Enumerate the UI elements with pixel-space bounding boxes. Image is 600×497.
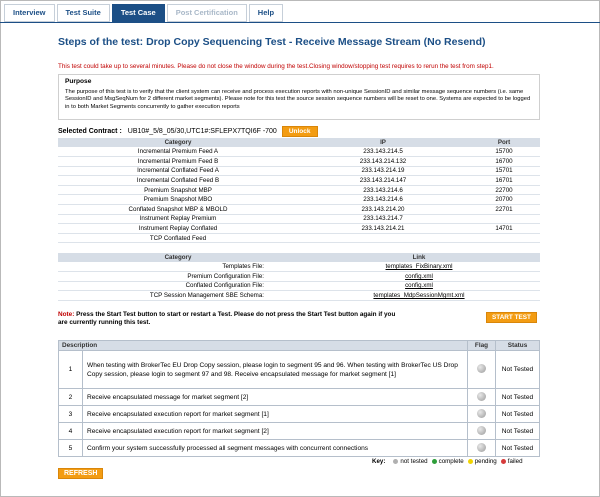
feed-category: Incremental Premium Feed A [58,147,298,157]
feed-port: 15700 [468,147,540,157]
step-number: 5 [59,440,83,457]
step-description: Receive encapsulated message for market segment [2] [83,389,468,406]
feed-row [58,185,540,195]
step-status: Not Tested [496,389,540,406]
feed-category: Conflated Snapshot MBP & MBOLD [58,205,298,215]
not-tested-dot-icon [393,459,398,464]
link-category: Templates File: [58,262,298,272]
feed-category: Instrument Replay Conflated [58,224,298,234]
flag-dot-icon [477,409,486,418]
feed-row [58,166,540,176]
feed-category: TCP Conflated Feed [58,233,298,243]
links-table [58,253,540,301]
feed-category: Incremental Conflated Feed A [58,166,298,176]
feed-category: Premium Snapshot MBP [58,185,298,195]
unlock-button[interactable]: Unlock [282,126,318,137]
feed-row [58,205,540,215]
link-category: Conflated Configuration File: [58,281,298,291]
feed-ip: 233.143.214.6 [298,185,468,195]
feed-ip: 233.143.214.21 [298,224,468,234]
key-failed: failed [507,458,523,465]
tab-post-certification: Post Certification [167,4,247,22]
step-number: 3 [59,406,83,423]
flag-dot-icon [477,443,486,452]
feed-category: Incremental Conflated Feed B [58,176,298,186]
step-number: 4 [59,423,83,440]
step-status: Not Tested [496,406,540,423]
feeds-table [58,138,540,243]
links-header-link: Link [298,253,540,262]
purpose-panel [58,74,540,120]
note-label: Note: [58,311,75,318]
step-row [59,351,540,389]
feed-ip: 233.143.214.19 [298,166,468,176]
step-status: Not Tested [496,423,540,440]
feed-port: 16701 [468,176,540,186]
tab-interview[interactable]: Interview [4,4,55,22]
purpose-text: The purpose of this test is to verify that the client system can receive and process execution reports with non-unique SessionID and similar message sequence numbers (i.e. same SessionID and MsgSeqNum for 2 different market segments). Please note for this test the source session sequence numbers will be reset to one. Systems are expected to be logged in to both Market Segments concurrently to gather execution reports [65,89,531,110]
note-text: Press the Start Test button to start or restart a Test. Please do not press the Start Test button again if you are currently running this test. [58,311,396,326]
feeds-header-ip: IP [298,138,468,147]
tab-underline [0,22,600,23]
tab-help[interactable]: Help [249,4,283,22]
feed-port: 22701 [468,205,540,215]
feeds-header-category: Category [58,138,298,147]
key-label: Key: [372,458,386,465]
start-test-note [58,311,398,327]
feed-ip: 233.143.214.20 [298,205,468,215]
link-category: Premium Configuration File: [58,272,298,282]
feed-port: 22700 [468,185,540,195]
links-header-category: Category [58,253,298,262]
refresh-button[interactable]: REFRESH [58,468,103,479]
link-row [58,262,540,272]
feeds-header-port: Port [468,138,540,147]
feed-row [58,157,540,167]
step-row [59,389,540,406]
feed-ip: 233.143.214.6 [298,195,468,205]
selected-contract [58,126,318,137]
feed-port: 15701 [468,166,540,176]
feed-category: Incremental Premium Feed B [58,157,298,167]
link-row [58,281,540,291]
key-not-tested: not tested [400,458,428,465]
flag-dot-icon [477,392,486,401]
step-status: Not Tested [496,351,540,389]
step-row [59,406,540,423]
feed-category: Instrument Replay Premium [58,214,298,224]
failed-dot-icon [501,459,506,464]
contract-label: Selected Contract : [58,128,122,135]
start-test-button[interactable]: START TEST [486,312,537,323]
feed-row [58,214,540,224]
step-description: When testing with BrokerTec EU Drop Copy session, please login to segment 95 and 96. When testing with BrokerTec US Drop Copy session, please login to segment 97 and 98. Receive encapsulated message for market segment [1] [83,351,468,389]
step-description: Receive encapsulated execution report for market segment [2] [83,423,468,440]
flag-dot-icon [477,364,486,373]
link-row [58,272,540,282]
step-row [59,423,540,440]
steps-header-status: Status [496,341,540,351]
feed-ip [298,233,468,243]
warning-message: This test could take up to several minutes. Please do not close the window during the test.Closing window/stopping test requires to rerun the test from step1. [58,63,494,70]
tab-test-case[interactable]: Test Case [112,4,165,22]
feed-port [468,214,540,224]
step-row [59,440,540,457]
feed-port [468,233,540,243]
step-description: Confirm your system successfully processed all segment messages with concurrent connections [83,440,468,457]
steps-table [58,340,540,457]
feed-row [58,224,540,234]
link-category: TCP Session Management SBE Schema: [58,291,298,301]
feed-port: 20700 [468,195,540,205]
feed-row [58,233,540,243]
step-description: Receive encapsulated execution report for market segment [1] [83,406,468,423]
key-pending: pending [474,458,497,465]
flag-dot-icon [477,426,486,435]
step-status: Not Tested [496,440,540,457]
file-link[interactable]: config.xml [405,282,433,290]
key-complete: complete [438,458,464,465]
feed-category: Premium Snapshot MBO [58,195,298,205]
file-link[interactable]: templates_MdpSessionMgmt.xml [373,292,465,300]
feed-ip: 233.143.214.5 [298,147,468,157]
purpose-heading: Purpose [65,78,92,85]
pending-dot-icon [468,459,473,464]
steps-header-flag: Flag [468,341,496,351]
step-number: 2 [59,389,83,406]
tab-test-suite[interactable]: Test Suite [57,4,110,22]
step-number: 1 [59,351,83,389]
status-key [372,458,523,465]
feed-ip: 233.143.214.7 [298,214,468,224]
contract-value: UB10#_5/8_05/30,UTC1#:SFLEPX7TQI6F -700 [127,128,277,135]
tab-bar [4,4,285,22]
link-row [58,291,540,301]
feed-ip: 233.143.214.132 [298,157,468,167]
feed-row [58,195,540,205]
feed-row [58,176,540,186]
steps-header-description: Description [59,341,468,351]
file-link[interactable]: config.xml [405,272,433,280]
file-link[interactable]: templates_FixBinary.xml [385,263,453,271]
page-title: Steps of the test: Drop Copy Sequencing Test - Receive Message Stream (No Resend) [58,36,486,48]
feed-port: 14701 [468,224,540,234]
complete-dot-icon [432,459,437,464]
feed-ip: 233.143.214.147 [298,176,468,186]
feed-row [58,147,540,157]
feed-port: 16700 [468,157,540,167]
